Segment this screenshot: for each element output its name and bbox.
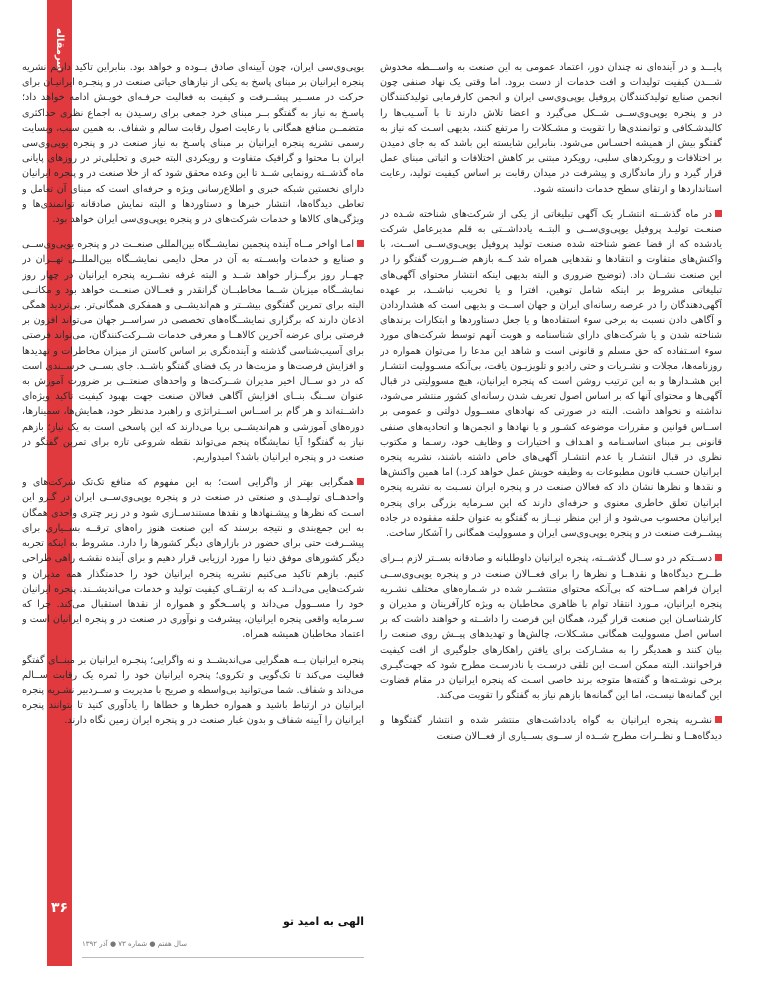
paragraph-text: پنجره ایرانیان بــه همگرایی می‌اندیشــد و نه واگرایی؛ پنجـره ایرانیان بر مبنــای گفتگو فعالیت می‌کند تا تک‌گویی و تکروی؛ پنجره ایرانیان خود را ثمره یک رقابت ســالم می‌داند و شفاف. شما می‌توانید بی‌واسطه و صریح با مدیریت و ســردبیر نشـریه پنجره ایرانیان در ارتباط باشید و همواره خطرها و خطاها را یادآوری کنید تا بتوانند پنجره ایرانیان را آیینه شفاف و بدون غبار صنعت در و پنجره ایران زمین نگاه دارند. — [22, 654, 364, 727]
paragraph — [380, 713, 722, 743]
paragraph-text: در ماه گذشــته انتشـار یک آگهی تبلیغاتی از یکی از شرکت‌های شناخته شـده در صنعـت تولیـد پروفیل یوپی‌وی‌ســی و البتــه یادداشــتی به قلم مدیرعامل شرکت یادشده که از قضا عضو شناخته شده صنعت تولید پروفیل یوپی‌وی‌ســی اســت، با واکنش‌های متفاوت و انتقادها و نقدهایی همراه شد کــه بازهم ضــرورت گفتگو را در این صنعت نشــان داد. (توضیح ضروری و البته بدیهی اینکه انتشار محتوای آگهی‌های تبلیغاتی مشروط بر اینکه شامل توهین، افترا و یا تخریب نباشــد، بر عهده آگهی‌دهندگان را در عرصه رسانه‌ای ایران و جهان اســت و بدیهی است که هشداردادن و آگاهی دادن نسبت به برخی سوء استفاده‌ها و یا جعل دستاوردها و ابتکارات برندهای شناخته شدن و یا شرکت‌های دارای شناسنامه و هویت آنهم توسط شرکت‌های مورد سوء اسـتفاده که حق مسلم و قانونی است و شاهد این مدعا را می‌توان همواره در روزنامه‌ها، مجلات و نشـریات و حتی رادیو و تلویزیـون یافت، بی‌آنکه مسـوولیت انتشـار این هشـدارها و به این ترتیب روشن است که پنجره ایرانیان، هیچ مسوولیتی در قبال آگهی‌ها و محتوای آنها که بر اساس اصول تعریف شدن رسانه‌ای کشور منتشر می‌شود، نداشته و نخواهد داشت. البته در صورتی که نهادهای مســوول دولتی و عمومی بر اســاس قوانین و مقررات موضوعه کشـور و یا نهادها و انجمن‌ها و اتحادیه‌های صنفی قانونی بـر مبنای اساسـنامه و اهـداف و اختیارات و وظایف خود، رسـما و مکتوب نظری در قبال انتشـار یا عدم انتشـار آگهی‌های خاص داشته باشند، نشریه پنجره ایرانیان حسـب قانون مطبوعات به وظیفه خویش عمل خواهد کرد.) اما همین واکنش‌ها و نقدها و نظرها نشان داد که فعالان صنعت در و پنجره ایران نسـبت به نشریه پنجره ایرانیان تعلق خاطری معنوی و حرفه‌ای دارند که این سـرمایه بزرگی برای پنجره ایرانیان محسوب می‌شود و از این منظر نیــاز به گفتگو به عنوان حلقه مفقوده در جاده پیشــرفت صنعت در و پنجره یوپی‌وی‌سی ایران و مسوولیت همگانی را آشکار ساخت. — [380, 208, 722, 540]
closing-signature: الهی به امید تو — [282, 915, 364, 928]
paragraph — [22, 653, 364, 729]
paragraph — [380, 551, 722, 703]
page-number: ۳۶ — [50, 900, 69, 916]
issue-folio: سال هفتم ● شماره ۷۳ ● آذر ۱۳۹۲ — [82, 940, 188, 948]
paragraph-text: دســتکم در دو ســال گذشــته، پنجره ایرانیان داوطلبانه و صادقانه بســتر لازم بــرای طــرح دیدگاه‌ها و نقدهــا و نظرها را برای فعــالان صنعت در و پنجره یوپی‌وی‌ســی ایران فراهم ســاخته که بی‌آنکه محتوای منتشــر شده در شـماره‌های مختلف نشـریه پنجره ایرانیان، مـورد انتقاد توام با ظاهری مخاطبان به ویژه کارآفرینان و مدیران و کارشناسـان این صنعت قرار گیرد، همگان این فرصت را داشــته و خواهند داشت که بر اساس اصل مسوولیت همگانی مشـکلات، چالش‌ها و تهدیدهای پیــش روی صنعت را بیان کنند و همدیگر را به مشـارکت برای یافتن راهکارهای جلوگیری از افت کیفیت فراخوانند. البته ممکن اسـت این تلقی درسـت یا نادرسـت مطرح شود که جهت‌گیـری برخی نوشـته‌ها و گفته‌ها متوجه برند خاصی اسـت که پنجره ایرانیان در مقام قضاوت این گمانه‌ها نیسـت، اما این گمانه‌ها بازهم نیاز به گفتگو را تقویت می‌کند. — [380, 553, 722, 702]
footer-divider — [82, 957, 364, 958]
paragraph-text: پایـــد و در آینده‌ای نه چندان دور، اعتماد عمومی به این صنعت به واســـطه مخدوش شـــدن کیفیت تولیدات و افت خدمات از دست برود. اما وقتی یک نهاد صنفی چون انجمن صنایع تولیدکنندگان پروفیل یوپی‌وی‌سی ایران و انجمن کارفرمایی تولیدکنندگان در و پنجره یوپی‌وی‌ســی شــکل می‌گیرد و اعضا تلاش دارند تا با آسـیب‌ها را کالبدشـکافی و توانمندی‌ها را تقویت و مشـکلات را مرتفع کنند، بدیهی اسـت که نیاز به گفتگو بیش از همیشه احسـاس می‌شود. بنابراین شایسته این باشد که به جای دمیدن بر اختلافات و رویکردهای سلبی، رویکرد مبتنی بر کاهش اختلافات و اثباتی مبنای عمل قرار گیرد و راز ماندگاری و پیشرفت در میدان رقابت بر اساس کیفیت تولید، رعایت استانداردها و ارتقای سطح خدمات دانسته شود. — [380, 62, 722, 195]
paragraph — [22, 237, 364, 465]
paragraph — [380, 207, 722, 541]
red-square-bullet-icon — [357, 478, 364, 485]
paragraph-text: نشـریه پنجره ایرانیان به گواه یادداشت‌های منتشر شده و انتشار گفتگوها و دیدگاه‌هــا و نظــرات مطرح شــده از ســوی بســیاری از فعــالان صنعت — [380, 715, 722, 742]
left-column — [22, 60, 364, 930]
paragraph — [22, 475, 364, 642]
paragraph-text: امـا اواخر مــاه آینده پنجمین نمایشــگاه بین‌المللی صنعــت در و پنجره یوپی‌وی‌ســی و صنایع و خدمات وابســته به آن در محل دایمی نمایشــگاه بین‌المللــی تهــران در چهــار روز برگــزار خواهد شــد و البته غرفه نشــریه پنجره ایرانیان در چهار روز نمایشــگاه میزبان شــما مخاطبــان گرانقدر و فعــالان صنعــت خواهد بود و مکانــی البته برای تمرین گفتگوی بیشــتر و هم‌اندیشــی و همفکری همگانی‌تر. بی‌تردید همگی اذعان دارند که برگزاری نمایشــگاه‌های تخصصی در سراســر جهان می‌تواند افزون بر فرصتی برای عرضه آخرین کالاهــا و معرفی خدمات شــرکت‌کنندگان، می‌تواند فرصتی برای آسیب‌شناسی گذشته و آینده‌نگری بر اساس کاستن از میزان مخاطرات و تهدیدها و افزایش فرصت‌ها و مزیت‌ها در یک فضای گفتگو باشــد. جای بســی خرســندی است که در دو ســال اخیر مدیران شــرکت‌ها و واحدهای صنعتــی بر ضرورت آموزش به عنوان ســنگ بنــای افزایش آگاهی فعالان صنعت جهت بهبود کیفیت تاکید ویژه‌ای داشــته‌اند و هر گام بر اســاس اســتراتژی و راهبرد مدنظر خود، همایش‌ها، سمینارها، دوره‌های آموزشی و هم‌اندیشــی برپا می‌دارند که این پاسخی است به یک نیاز؛ بازهم نیاز به گفتگو! آیا نمایشگاه پنجم می‌تواند نقطه شروعی تازه برای تمرین گفتگو در صنعت در و پنجره ایرانیان باشد؟ امیدواریم. — [22, 239, 364, 464]
right-column — [380, 60, 722, 930]
paragraph — [22, 60, 364, 227]
paragraph-text: یوپی‌وی‌سی ایران، چون آیینه‌ای صادق بــوده و خواهد بود. بنابراین تاکید داریم نشریه پنجره ایرانیان بر مبنای پاسخ به یکی از نیازهای حیاتی صنعت در و پنجـره ایرانیـان برای حرکت در مســیر پیشــرفت و کیفیت به فعالیت حرفـه‌ای خویـش ادامه خواهد داد؛ پاسـخ به نیاز به گفتگو بــر مبنای خرد جمعی برای رسـیدن به اجماع نظری حداکثری متضمــن منافع همگانی با رعایت اصول رقابت سالم و شفاف. به همین سبب، وبسایت رسمی نشریه پنجره ایرانیان بر مبنای پاسـخ به نیاز صنعت در و پنجره یوپی‌وی‌سی ایران بـا محتوا و گرافیک متفاوت و رویکردی البته خبری و تحلیلی‌تر در روزهای پایانی ماه گذشــته رونمایی شــد تا این وعده محقق شود که از خلا صنعت در و پنجره ایرانیان دارای نخستین شبکه خبری و اطلاع‌رسانی ویژه و حرفه‌ای است که مبنای آن تعامل و تعاطی دیدگاه‌ها، انتشار خبرها و دستاوردها و البته نمایش صادقانه توانمندی‌ها و ویژگی‌های کالاها و خدمات شرکت‌های در و پنجره یوپی‌وی‌سی ایران خواهد بود. — [22, 62, 364, 226]
paragraph-text: همگرایی بهتر از واگرایی است؛ به این مفهوم که منافع تک‌تک شرکت‌های و واحدهــای تولیــدی و صنعتی در صنعت در و پنجره یوپی‌وی‌ســی ایران در گـرو این اسـت که نظرها و پیشـنهادها و نقدها مستندســازی شود و در زیر چتری واحدی همگان به این جمع‌بندی و نتیجه برسند که این صنعت هنوز راه‌های ترقــه بســیاری برای پیشــرفت حتی برای حضور در بازارهای دیگر کشورها را دارد. مشروط به اینکه تجربه دیگر کشورهای موفق دنیا را مورد ارزیابی قرار دهیم و برای آینده نقشـه راهی طراحی کنیم. بازهم تاکید می‌کنیم نشریه پنجره ایرانیان خود را خدمتگذار همه مدیران و شرکت‌هایی می‌دانــد که به ارتقــای کیفیت تولید و خدمات می‌اندیشــند. پنجره ایرانیان خود را مســوول می‌داند و پاســخگو و همواره از نقدها استقبال می‌کند. چرا که سـرمایه واقعی پنجره ایرانیان، پیشرفت و نوآوری در صنعت در و پنجره ایرانیان است و اعتماد مخاطبان همیشه همراه. — [22, 477, 364, 641]
red-square-bullet-icon — [715, 716, 722, 723]
red-square-bullet-icon — [357, 240, 364, 247]
red-square-bullet-icon — [715, 554, 722, 561]
paragraph — [380, 60, 722, 197]
section-label: سرمقاله — [54, 28, 65, 72]
red-square-bullet-icon — [715, 210, 722, 217]
